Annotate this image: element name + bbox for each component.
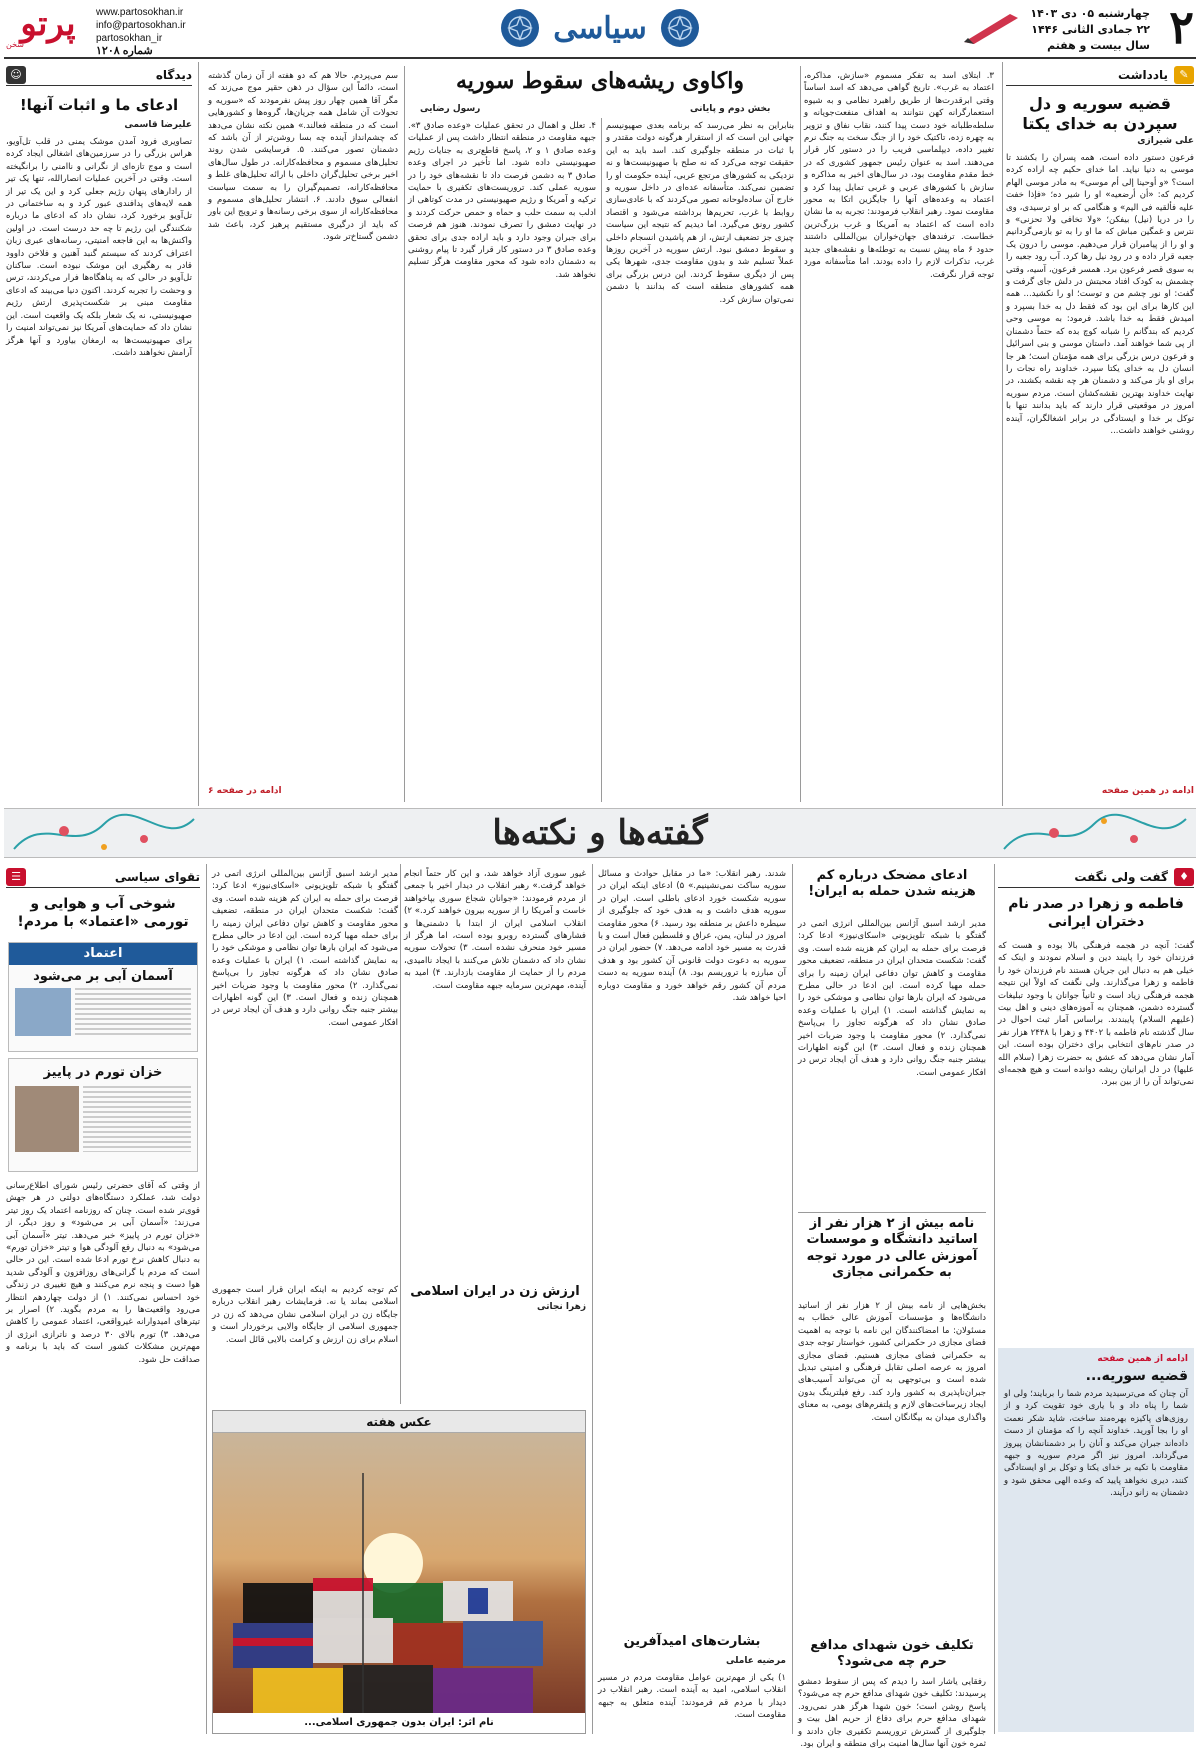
goftvali-cont-body: آن چنان که می‌ترسیدید مردم شما را بربایند؛ ولی او شما را پناه داد و با یاری خود تقویت کرد و از روزی‌های پاکیزه بهره‌مند ساخت، شاید شکر نعمت او را بجا آورید. خداوند آنچه را که مؤمنان از دست داده‌اند جبران می‌کند و آنان را بر دشمنانشان پیروز می‌گرداند. امروز نیز اگر مردم سوریه و جبهه مقاومت با تکیه بر خدای یکتا و توکل بر او ایستادگی کنند، دیری نخواهد پایید که وعده الهی محقق شود و دشمنان به زانو درآیند. [1004,1389,1188,1499]
yaddasht-continued[interactable]: ادامه در همین صفحه [1101,786,1194,796]
mic-icon: ♦ [1174,868,1194,886]
date-block [1030,6,1150,54]
c5-author: زهرا نجاتی [537,1302,586,1312]
newspaper-clipping-2 [8,1058,198,1172]
main-author: رسول رضایی [420,104,481,114]
goftvali-body: گفت: آنچه در هجمه فرهنگی بالا بوده و هست که فرزندان خود را پایبند دین و اسلام نمودند و اینک که خیلی هم به دنبال این جریان هستند نام فرزندان خود را فاطمه و زهرا می‌گذارند. ولی نگفت که اولاً این نتیجه هجمه فرهنگی زیاد است و ثانیاً جوانان با وجود تبلیغات گسترده دشمن، همچنان به آموزه‌های دینی و اهل بیت (علیهم السلام) پایبندند. براساس آمار ثبت احوال در سال گذشته نام فاطمه با ۴۴۰۲ و زهرا با ۲۴۴۸ هزار نفر در صدر نام‌های انتخابی برای دختران بوده است. این آمار نشان می‌دهد که عشق به حضرت زهرا (سلام الله علیها) در دل ایرانیان ریشه دوانده است و هیچ هجمه‌ای نمی‌تواند آن را از بین ببرد. [998,941,1194,1088]
goftvali-cont-label: ادامه از همین صفحه [1097,1354,1188,1364]
didgah-header [6,64,192,86]
section-header [460,6,740,50]
pen-decoration-icon [962,8,1022,46]
c2-title: نامه بیش از ۲ هزار نفر از اساتید دانشگاه و موسسات آموزش عالی در مورد توجه به حکمرانی مجازی [806,1216,978,1280]
c6-body: کم توجه کردیم به اینکه ایران قرار است جمهوری اسلامی بماند یا نه. فرمایشات رهبر انقلاب درباره جایگاه زن در ایران اسلامی نشان می‌دهد که زن در جمهوری اسلامی از جایگاه والایی برخوردار است و اسلام برای زن ارزش و کرامت بالایی قائل است. [212,1285,398,1345]
goftvali-continued-box [998,1348,1194,1732]
speech-icon: ☺ [6,66,26,84]
newspaper-clipping-1 [8,942,198,1052]
goftehha-banner [4,808,1196,858]
document-icon: ☰ [6,868,26,886]
logo-text: پرتو [20,4,76,44]
taghva-body: از وقتی که آقای حضرتی رئیس شورای اطلاع‌رسانی دولت شد، عملکرد دستگاه‌های دولتی در هر جهش قوی‌تر شده است. چنان که روزنامه اعتماد یک روز تیتر می‌زند: «آسمان آبی بر می‌شود» و روز دیگر، از «خزان تورم در پاییز» خبر می‌دهد. تیتر «آسمان آبی می‌شود» به دنبال رفع آلودگی هوا و تیتر «خزان تورم» به دنبال کاهش نرخ تورم ادعا شده است. این در حالی است که مردم با گرانی‌های روزافزون و آلودگی شدید هوا دست و پنجه نرم می‌کنند و هیچ تغییری در زندگی خود احساس نمی‌کنند. ۱) از دولت چهاردهم انتظار می‌رود واقعیت‌ها را به مردم بگوید. ۲) اصرار بر تیترهای امیدوارانه غیرواقعی، اعتماد عمومی را کاهش می‌دهد. ۳) تورم بالای ۳۰ درصد و ناترازی انرژی از مهم‌ترین مشکلات کشور است که باید با برنامه و صداقت حل شود. [6,1181,201,1365]
c1-body: مدیر ارشد اسبق آژانس بین‌المللی انرژی اتمی در گفتگو با شبکه تلویزیونی «اسکای‌نیوز» ادعا کرد: فرصت برای حمله به ایران کم هزینه شده است. وی گفت: شکست متحدان ایران در منطقه، تضعیف محور مقاومت و کاهش توان دفاعی ایران زمینه را برای حمله مهیا کرده است. این ادعا در حالی مطرح می‌شود که ایران بارها توان نظامی و موشکی خود را به نمایش گذاشته است. ۱) ایران با عملیات وعده صادق نشان داد که هرگونه تجاوز را بی‌پاسخ نمی‌گذارد. ۲) محور مقاومت با وجود ضربات اخیر همچنان زنده و فعال است. ۳) این گونه اظهارات بیشتر جنبه جنگ روانی دارد و هدف آن ایجاد ترس در افکار عمومی است. [798,919,986,1078]
main-col-2: بنابراین به نظر می‌رسد که برنامه بعدی صهیونیسم جهانی این است که از استقرار هرگونه دولت مقتدر و با ثبات در منطقه جلوگیری کند. اسد باید به این حقیقت توجه می‌کرد که نه صلح با صهیونیست‌ها و نه نزدیکی به کشورهای مرتجع عربی، آینده حکومت او را تضمین نمی‌کند. متأسفانه عده‌ای در داخل سوریه و خارج آن ساده‌لوحانه تصور می‌کردند که با عادی‌سازی روابط با غرب، تحریم‌ها برداشته می‌شود و اقتصاد کشور رونق می‌گیرد. اما دیدیم که نتیجه این سیاست چیزی جز تضعیف ارتش، از هم پاشیدن انسجام داخلی و سقوط دمشق نبود. ارتش سوریه در آخرین روزها عملاً تسلیم شد و بدون مقاومت جدی، شهرها یکی پس از دیگری سقوط کردند. این درس بزرگی برای همه کشورهای منطقه است که بدانند با دشمن نمی‌توان سازش کرد. [606,121,794,305]
goftvali-cont-title: قضیه سوریه... [1085,1368,1188,1384]
taghva-label: تقوای سیاسی [114,869,200,884]
photo-of-week [212,1410,586,1734]
taghva-title: شوخی آب و هوایی و تورمی «اعتماد» با مردم! [17,896,189,930]
logo-subtext: سخن [6,40,24,49]
didgah-body: تصاویری فرود آمدن موشک یمنی در قلب تل‌آویو، هراس بزرگی را در سرزمین‌های اشغالی ایجاد کرده است و موج تازه‌ای از نگرانی و ناامنی را برانگیخته است. وقتی در آخرین عملیات انصارالله، تنها یک تیر از رادارهای پنهان رژیم جعلی کرد و این یک تیر از همه لایه‌های پدافندی عبور کرد و به ساختمانی در تل‌آویو برخورد کرد، نشان داد که ادعای ما درباره شکنندگی این رژیم تا چه حد درست است. در اولین واکنش‌ها به این فاجعه امنیتی، رسانه‌های عبری زبان اعتراف کردند که سیستم گنبد آهنین و فلاخن داوود قادر به رهگیری این موشک نبوده است. ساکنان تل‌آویو در حالی که به پناهگاه‌ها فرار می‌کردند، ترس و وحشت را تجربه کردند. اکنون دنیا می‌بیند که ادعای مقاومت مبنی بر شکست‌پذیری ارتش رژیم صهیونیستی، نه یک شعار بلکه یک واقعیت است. این نشان داد که حمایت‌های آمریکا نیز نمی‌تواند امنیت را برای صهیونیست‌ها به ارمغان بیاورد و آنها هرگز آرامش نخواهند داشت. [6,137,192,358]
c2-body: بخش‌هایی از نامه بیش از ۲ هزار نفر از اساتید دانشگاه‌ها و مؤسسات آموزش عالی خطاب به مسئولان: ما امضاکنندگان این نامه با توجه به اهمیت فضای مجازی در حکمرانی کشور، خواستار توجه جدی به حکمرانی فضای مجازی هستیم. فضای مجازی امروز به عرصه اصلی تقابل فرهنگی و امنیتی تبدیل شده است و بی‌توجهی به آن می‌تواند آسیب‌های جبران‌ناپذیری به کشور وارد کند. رفع فیلترینگ بدون ایجاد زیرساخت‌های لازم و پلتفرم‌های بومی، به معنای واگذاری میدان به بیگانگان است. [798,1301,986,1423]
goftvali-label: گفت ولی نگفت [1074,869,1168,884]
paper1-headline: آسمان آبی بر می‌شود [33,969,173,984]
taghva-header [6,866,200,888]
c4-title: بشارت‌های امیدآفرین [623,1634,761,1649]
date-lunar: ۲۲ جمادی الثانی ۱۴۴۶ [1031,23,1150,36]
issue-number: شماره ۱۲۰۸ [96,45,153,57]
volume-year: سال بیست و هفتم [1047,39,1150,52]
main-kicker: بخش دوم و پایانی [690,104,771,114]
yaddasht-author: علی شیرازی [1137,136,1194,146]
main-title: واکاوی ریشه‌های سقوط سوریه [455,68,745,94]
yaddasht-title: قضیه سوریه و دل سپردن به خدای یکتا [1022,94,1178,133]
page-number: ۲ [1169,0,1194,54]
main-col-1: ۳. ابتلای اسد به تفکر مسموم «سازش، مذاکره، اعتماد به غرب». تاریخ گواهی می‌دهد که اسد اساساً وقتی ابرقدرت‌ها از طریق راهبرد نظامی و به شیوه استعمارگرانه کهن نتوانند به اهداف منفعت‌جویانه و سلطه‌طلبانه خود دست پیدا کنند، نقاب نفاق و تزویر به چهره زده، تاکتیک خود را از جنگ سخت به جنگ نرم تغییر داده، دیپلماسی فریب را در دستور کار قرار می‌دهند. اسد به عنوان رئیس جمهور کشوری که در خط مقدم مقاومت بود، در سال‌های اخیر به مذاکره و سازش با کشورهای عربی و غربی تمایل پیدا کرد و اعتماد به وعده‌های آنها را جایگزین اتکا به محور مقاومت نمود. رهبر انقلاب فرمودند: تجربه به ما نشان داده است که اعتماد به آمریکا و غرب بزرگ‌ترین خطاست. ترفندهای جهان‌خواران بین‌المللی داشتند حدود ۶ ماه پیش نسبت به توطئه‌ها و نقشه‌های جدید غرب، تذکرات لازم را داده بودند. اما متأسفانه مورد توجه قرار نگرفت. [804,71,994,280]
website-link[interactable]: www.partosokhan.ir [96,7,184,18]
banner-title: گفته‌ها و نکته‌ها [492,813,708,853]
c4-author: مرضیه عاملی [725,1656,786,1666]
notepad-icon: ✎ [1174,66,1194,84]
section-title: سیاسی [553,10,647,46]
c4-body2: ۱) یکی از مهم‌ترین عوامل مقاومت مردم در مسیر انقلاب اسلامی، امید به آینده است. رهبر انقلاب در دیدار با مردم قم فرمودند: آینده متعلق به جبهه مقاومت است. [598,1673,786,1721]
ornament-right-icon [661,9,699,47]
didgah-author: علیرضا قاسمی [124,120,192,130]
yaddasht-header [1006,64,1194,86]
date-solar: چهارشنبه ۰۵ دی ۱۴۰۳ [1030,7,1150,20]
masthead [0,0,1200,58]
email-link[interactable]: info@partosokhan.ir [96,20,186,31]
c3-title: تکلیف خون شهدای مدافع حرم چه می‌شود؟ [810,1638,974,1670]
contact-block [96,6,246,58]
paper2-headline: خزان تورم در پاییز [43,1065,163,1080]
c5-body: غیور سوری آزاد خواهد شد، و این کار حتماً انجام خواهد گرفت.» رهبر انقلاب در دیدار اخیر با جمعی از مردم فرمودند: «جوانان شجاع سوری بپاخواهند خاست و آمریکا را از سوریه بیرون خواهند کرد.» ۲) انقلاب اسلامی ایران از ابتدا با دشمنی‌ها و فشارهای گسترده روبرو بوده است، اما هرگز از مسیر خود منحرف نشده است. ۳) تحولات سوریه نشان داد که دشمنان تلاش می‌کنند با ایجاد ناامیدی، مردم را از حمایت از مقاومت بازدارند. ۴) امید به آینده، مهم‌ترین سرمایه جبهه مقاومت است. [404,869,586,991]
c7-body: مدیر ارشد اسبق آژانس بین‌المللی انرژی اتمی در گفتگو با شبکه تلویزیونی «اسکای‌نیوز» ادعا کرد: فرصت برای حمله به ایران کم هزینه شده است. وی گفت: شکست متحدان ایران در منطقه، تضعیف محور مقاومت و کاهش توان دفاعی ایران زمینه را برای حمله مهیا کرده است. این ادعا در حالی مطرح می‌شود که ایران بارها توان نظامی و موشکی خود را به نمایش گذاشته است. ۱) ایران با عملیات وعده صادق نشان داد که هرگونه تجاوز را بی‌پاسخ نمی‌گذارد. ۲) محور مقاومت با وجود ضربات اخیر همچنان زنده و فعال است. ۳) این گونه اظهارات بیشتر جنبه جنگ روانی دارد و هدف آن ایجاد ترس در افکار عمومی است. [212,869,398,1028]
flag-photo-image [213,1433,585,1713]
didgah-title: ادعای ما و اثبات آنها! [19,96,179,114]
photo-caption: نام اثر: ایران بدون جمهوری اسلامی... [304,1717,494,1728]
c4-body: شدند. رهبر انقلاب: «ما در مقابل حوادث و مسائل سوریه ساکت نمی‌نشینیم.» ۵) ادعای اینکه ایران در سوریه شکست خورد ادعای باطلی است. ایران در سوریه هدف داشت و به هدف خود که جلوگیری از سیطره داعش بر منطقه بود رسید. ۶) محور مقاومت امروز در لبنان، یمن، عراق و فلسطین فعال است و با قدرت به مسیر خود ادامه می‌دهد. ۷) حضور ایران در سوریه به دعوت دولت قانونی آن کشور بود و هدف آن مبارزه با تروریسم بود. ۸) آینده سوریه به دست مردم آن کشور رقم خواهد خورد و مقاومت دوباره احیا خواهد شد. [598,869,787,1004]
main-col-3: ۴. تعلل و اهمال در تحقق عملیات «وعده صادق ۳». جبهه مقاومت در منطقه انتظار داشت پس از عملیات وعده صادق ۱ و ۲، پاسخ قاطع‌تری به جنایات رژیم صهیونیستی داده شود. اما تأخیر در اجرای وعده صادق ۳ به دشمن فرصت داد تا نقشه‌های خود را در سوریه عملی کند. تروریست‌های تکفیری با حمایت ترکیه و آمریکا و رژیم صهیونیستی در مدت کوتاهی از ادلب به سمت حلب و حماه و حمص حرکت کردند و در نهایت دمشق را تصرف نمودند. هنوز هم فرصت برای جبران وجود دارد و باید اراده جدی برای تحقق وعده صادق ۳ در دستور کار قرار گیرد تا پیام روشنی به دشمنان داده شود که محور مقاومت هرگز تسلیم نخواهد شد. [408,121,596,280]
didgah-label: دیدگاه [155,67,192,82]
yaddasht-label: یادداشت [1118,67,1168,82]
yaddasht-body: فرعون دستور داده است، همه پسران را بکشند تا موسی به دنیا نیاید. اما خدای حکیم چه اراده کرده است؟ «و أوحینا إلی أم موسی» به مادر موسی الهام کردیم که: «أن أرضعیه» او را شیر ده؛ «فإذا خفت علیه فألقیه فی الیم» و هنگامی که بر او ترسیدی، وی را در دریا (نیل) بیفکن؛ «ولا تخافی ولا تحزنی» و نترس و غمگین مباش که ما او را به تو بازمی‌گردانیم و او را از پیامبران قرار می‌دهیم. موسی را درون یک جعبه قرار داده و در رود نیل رها کرد. آب رود جعبه را به سوی قصر فرعون برد. همسر فرعون، آسیه، وقتی چشمش به کودک افتاد محبتش در دلش جای گرفت و گفت: او نور چشم من و توست؛ او را نکشید... همه این کارها برای این بود که فقط دل به خدا بسپرد و امیدش فقط به خدا باشد. فرمود: به موسی وحی کردیم که بندگانم را شبانه کوچ بده که حتماً دشمنان از پی شما خواهند آمد. داستان موسی و بنی اسرائیل و فرعون درس بزرگی برای همه مؤمنان است؛ هر جا انسان دل به خدای یکتا سپرد، خداوند راه نجات را برای او باز می‌کند و دشمنان هر چه نقشه بکشند، در نهایت خداوند بهترین نقشه‌کشان است. مردم سوریه امروز در موقعیتی قرار دارند که باید بدانند تنها با توکل بر خدا و ایستادگی در برابر اشغالگران، آینده روشنی خواهند داشت... [1006,153,1194,436]
goftvali-title: فاطمه و زهرا در صدر نام دختران ایرانی [1008,896,1184,930]
paper1-masthead: اعتماد [9,943,197,965]
social-link[interactable]: partosokhan_ir [96,33,163,44]
c5-title: ارزش زن در ایران اسلامی [410,1284,580,1299]
ornament-left-icon [501,9,539,47]
c3-body: رفقایی یاشار اسد را دیدم که پس از سقوط دمشق پرسیدند: تکلیف خون شهدای مدافع حرم چه می‌شود؟ پاسخ روشن است؛ خون شهدا هرگز هدر نمی‌رود. شهدای مدافع حرم برای دفاع از حریم اهل بیت و جلوگیری از گسترش تروریسم تکفیری جان دادند و ثمره خون آنها سال‌ها امنیت برای منطقه و ایران بود. [798,1677,986,1750]
main-col-4: سم می‌پردم. حالا هم که دو هفته از آن زمان گذشته است، دائماً این سؤال در ذهن حقیر موج می‌زند که مگر آقا همین چهار روز پیش نفرمودند که «سوریه و تحولات آن شامل همه جریان‌ها، گروه‌ها و کشورهایی است که در منطقه فعالند.» همین نکته نشان می‌دهد که چشم‌انداز آینده چه بسا روشن‌تر از آن باشد که دشمنان تصور می‌کنند. ۵. فرسایشی شدن روند تحلیل‌های مسموم و محافظه‌کارانه. در طول سال‌های اخیر برخی تحلیل‌گران داخلی با ارائه تحلیل‌های غلط و محافظه‌کارانه، تصمیم‌گیران را به سمت سیاست انفعالی سوق دادند. ۶. انتشار تحلیل‌های مسموم و محافظه‌کارانه از سوی برخی رسانه‌ها و ترویج این باور که باید از درگیری مستقیم پرهیز کرد، باعث شد دشمن گستاخ‌تر شود. [208,71,398,243]
photo-label: عکس هفته [213,1411,585,1433]
logo [6,4,90,52]
c1-title: ادعای مضحک درباره کم هزینه شدن حمله به ایران! [808,868,976,900]
goftvali-header [998,866,1194,888]
main-continued[interactable]: ادامه در صفحه ۶ [208,786,282,796]
